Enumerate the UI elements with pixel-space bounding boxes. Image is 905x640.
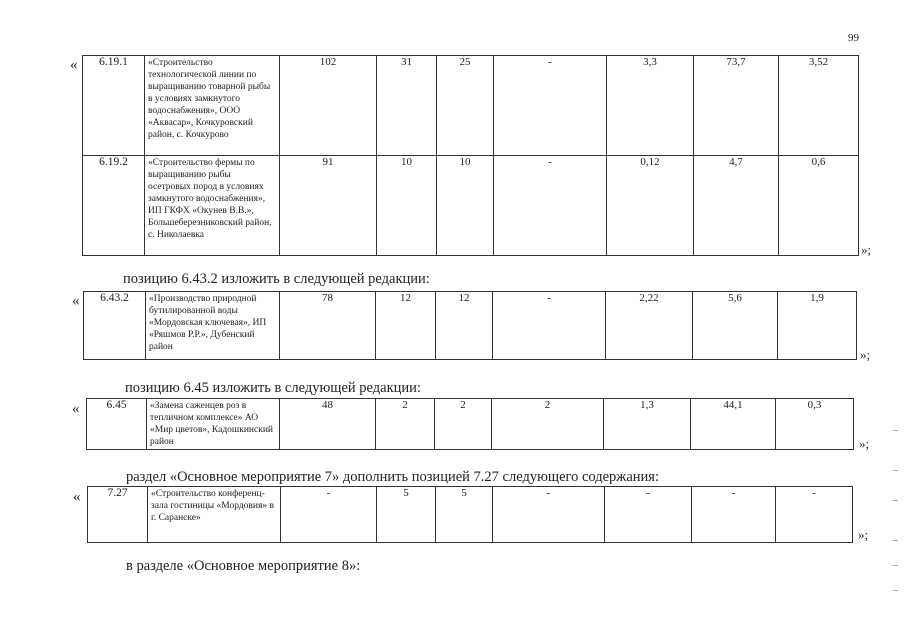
- paragraph-6-45: позицию 6.45 изложить в следующей редакции:: [125, 380, 421, 396]
- open-quote: «: [73, 489, 81, 505]
- value-cell: 4,7: [694, 156, 779, 256]
- value-cell: 1,9: [778, 292, 857, 360]
- table-row: [83, 56, 859, 156]
- value-cell: 0,3: [776, 399, 854, 450]
- value-cell: 10: [377, 156, 437, 256]
- value-cell: 12: [436, 292, 493, 360]
- position-code: 6.45: [87, 399, 147, 450]
- value-cell: -: [494, 56, 607, 156]
- value-cell: -: [493, 292, 606, 360]
- value-cell: -: [776, 487, 853, 543]
- page-number: 99: [848, 32, 859, 44]
- value-cell: 3,52: [779, 56, 859, 156]
- value-cell: 102: [280, 56, 377, 156]
- value-cell: 44,1: [691, 399, 776, 450]
- paragraph-main-activity-8: в разделе «Основное мероприятие 8»:: [126, 558, 361, 574]
- scan-edge-marks: [893, 430, 901, 630]
- value-cell: 1,3: [604, 399, 691, 450]
- value-cell: -: [605, 487, 692, 543]
- paragraph-6-43-2: позицию 6.43.2 изложить в следующей редакции:: [123, 271, 430, 287]
- table-block-1: [82, 55, 859, 256]
- value-cell: 91: [280, 156, 377, 256]
- project-description: «Строительство фермы по выращиванию рыбы осетровых пород в условиях замкнутого водоснабжения», ИП ГКФХ «Окунев В.В.», Большеберезниковский район, с. Николаевка: [145, 156, 280, 256]
- value-cell: -: [493, 487, 605, 543]
- table-row: [84, 292, 857, 360]
- value-cell: -: [494, 156, 607, 256]
- value-cell: 12: [376, 292, 436, 360]
- position-code: 6.43.2: [84, 292, 146, 360]
- close-quote: »;: [859, 436, 870, 451]
- value-cell: 78: [280, 292, 376, 360]
- value-cell: -: [281, 487, 377, 543]
- open-quote: «: [72, 293, 80, 309]
- value-cell: -: [692, 487, 776, 543]
- table-block-2: [83, 291, 857, 360]
- position-code: 6.19.2: [83, 156, 145, 256]
- table-row: [83, 156, 859, 256]
- value-cell: 31: [377, 56, 437, 156]
- value-cell: 5: [436, 487, 493, 543]
- project-description: «Строительство технологической линии по выращиванию товарной рыбы в условиях замкнутого водоснабжения», ООО «Аквасар», Кочкуровский район, с. Кочкурово: [145, 56, 280, 156]
- value-cell: 5: [377, 487, 436, 543]
- table-block-3: [86, 398, 854, 450]
- open-quote: «: [70, 57, 78, 73]
- value-cell: 2: [435, 399, 492, 450]
- value-cell: 2,22: [606, 292, 693, 360]
- project-description: «Производство природной бутилированной воды «Мордовская ключевая», ИП «Ряшмов Р.Р.», Дубенский район: [146, 292, 280, 360]
- value-cell: 48: [280, 399, 376, 450]
- close-quote: »;: [861, 242, 872, 257]
- table-row: [87, 399, 854, 450]
- position-code: 6.19.1: [83, 56, 145, 156]
- project-description: «Строительство конференц-зала гостиницы «Мордовия» в г. Саранске»: [148, 487, 281, 543]
- value-cell: 3,3: [607, 56, 694, 156]
- value-cell: 5,6: [693, 292, 778, 360]
- position-code: 7.27: [88, 487, 148, 543]
- value-cell: 0,6: [779, 156, 859, 256]
- value-cell: 73,7: [694, 56, 779, 156]
- value-cell: 2: [376, 399, 435, 450]
- value-cell: 25: [437, 56, 494, 156]
- open-quote: «: [72, 401, 80, 417]
- close-quote: »;: [858, 527, 869, 542]
- table-row: [88, 487, 853, 543]
- value-cell: 2: [492, 399, 604, 450]
- project-description: «Замена саженцев роз в тепличном комплексе» АО «Мир цветов», Кадошкинский район: [147, 399, 280, 450]
- value-cell: 10: [437, 156, 494, 256]
- close-quote: »;: [860, 347, 871, 362]
- table-block-4: [87, 486, 853, 543]
- value-cell: 0,12: [607, 156, 694, 256]
- paragraph-7-27: раздел «Основное мероприятие 7» дополнить позицией 7.27 следующего содержания:: [126, 469, 659, 485]
